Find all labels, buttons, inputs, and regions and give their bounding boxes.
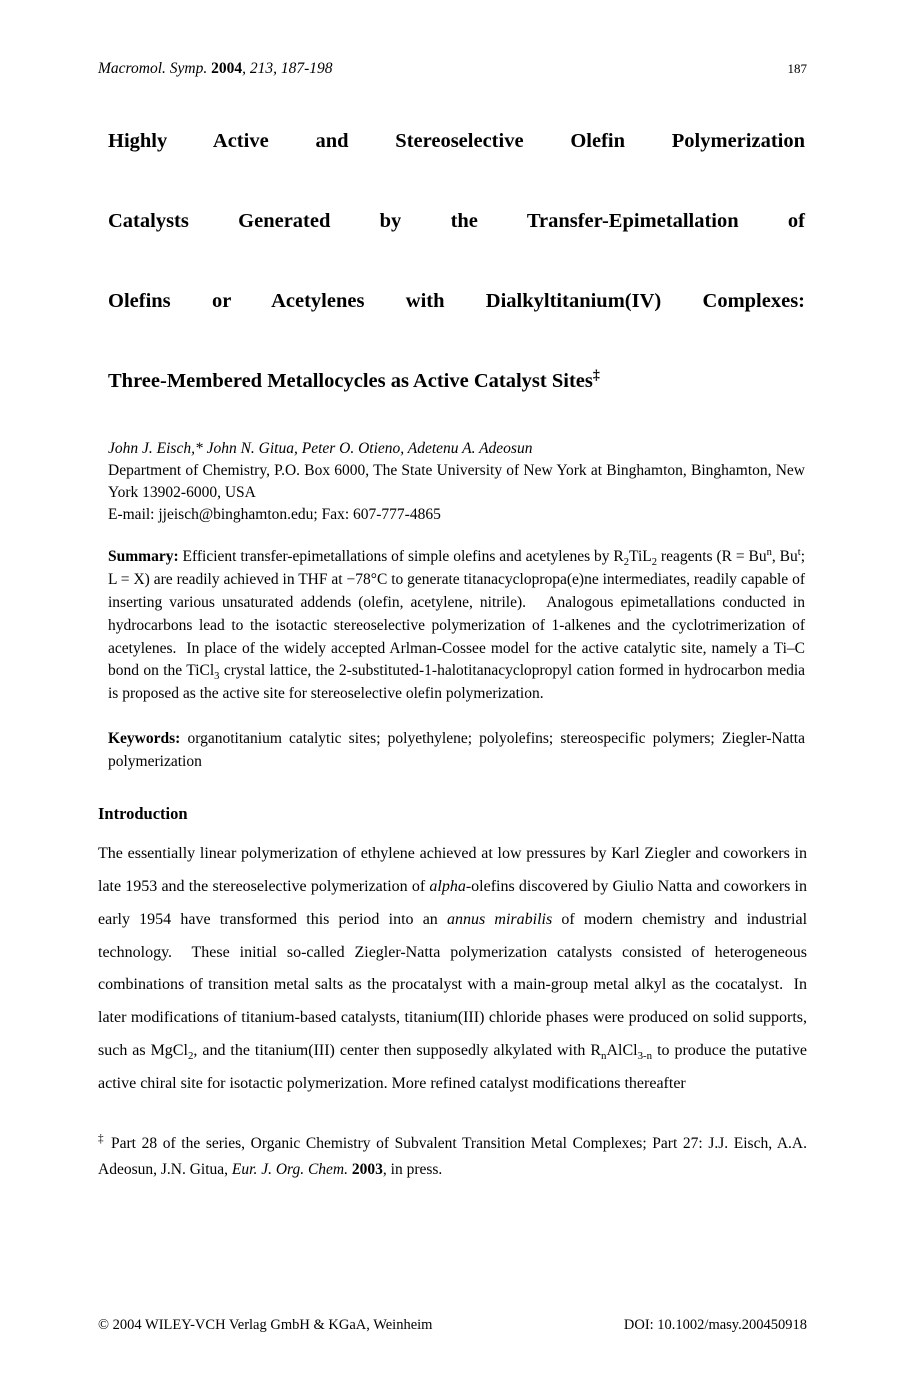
footnote-text-part2: , in press. bbox=[382, 1161, 443, 1179]
affiliation-email: E-mail: jjeisch@binghamton.edu; Fax: 607-777-4865 bbox=[108, 505, 441, 523]
affiliation-address: Department of Chemistry, P.O. Box 6000, The State University of New York at Binghamton, Binghamton, New York 13902-6000, USA bbox=[108, 461, 805, 501]
footnote-marker: ‡ bbox=[98, 1132, 106, 1145]
copyright-notice: © 2004 WILEY-VCH Verlag GmbH & KGaA, Weinheim bbox=[98, 1317, 433, 1333]
footnote-journal: Eur. J. Org. Chem. bbox=[231, 1161, 349, 1179]
keywords-label: Keywords: bbox=[108, 730, 181, 748]
title-line-1: Highly Active and Stereoselective Olefin Polymerization bbox=[108, 130, 805, 152]
title-line-2: Catalysts Generated by the Transfer-Epimetallation of bbox=[108, 209, 805, 232]
introduction-paragraph: The essentially linear polymerization of ethylene achieved at low pressures by Karl Ziegler and coworkers in late 1953 and the stereoselective polymerization of alpha-olefins discovered by Giulio Natta and coworkers in early 1954 have transformed this period into an annus mirabilis of modern chemistry and industrial technology. These initial so-called Ziegler-Natta polymerization catalysts consisted of heterogeneous combinations of transition metal salts as the procatalyst with a main-group metal alkyl as the cocatalyst. In later modifications of titanium-based catalysts, titanium(III) chloride phases were produced on solid supports, such as MgCl$_2$, and the titanium(III) center then supposedly alkylated with $R_nAlCl_{3-n}$ to produce the putative active chiral site for isotactic polymerization. More refined catalyst modifications thereafter bbox=[98, 845, 808, 1092]
doi-text: DOI: 10.1002/masy.200450918 bbox=[623, 1317, 807, 1333]
running-head-citation: Macromol. Symp. 2004, 213, 187-198 bbox=[98, 60, 333, 77]
page-number: 187 bbox=[787, 61, 807, 76]
footnote-year: 2003 bbox=[351, 1161, 383, 1179]
page-title bbox=[98, 122, 807, 402]
journal-volume: 213 bbox=[249, 60, 274, 77]
journal-name: Macromol. Symp. bbox=[98, 60, 208, 77]
affiliation bbox=[98, 460, 807, 526]
author-list: John J. Eisch,* John N. Gitua, Peter O. Otieno, Adetenu A. Adeosun bbox=[108, 439, 533, 457]
summary-block bbox=[98, 546, 807, 707]
journal-pages: 187-198 bbox=[280, 60, 333, 77]
title-line-3: Olefins or Acetylenes with Dialkyltitanium(IV) Complexes: bbox=[108, 289, 805, 312]
running-head bbox=[98, 60, 807, 78]
footnote bbox=[98, 1131, 807, 1184]
journal-year: 2004 bbox=[211, 60, 243, 77]
keywords-text: organotitanium catalytic sites; polyethylene; polyolefins; stereospecific polymers; Ziegler-Natta polymerization bbox=[108, 730, 805, 771]
title-line-4 bbox=[108, 362, 805, 402]
title-footnote-marker: ‡ bbox=[592, 367, 600, 383]
footnote-text-part1: Part 28 of the series, Organic Chemistry of Subvalent Transition Metal Complexes; Part 27: J.J. Eisch, A.A. Adeosun, J.N. Gitua, bbox=[98, 1134, 807, 1179]
summary-label: Summary: bbox=[108, 547, 179, 565]
title-line-4-text: Three-Membered Metallocycles as Active Catalyst Sites bbox=[108, 369, 593, 392]
section-heading-introduction: Introduction bbox=[98, 804, 188, 824]
keywords-block bbox=[98, 728, 807, 774]
page-footer bbox=[98, 1317, 807, 1334]
footnote-block bbox=[98, 1131, 807, 1184]
summary-text: Efficient transfer-epimetallations of simple olefins and acetylenes by $R_2TiL_2$ reagents ($R = Bu^n$, Bu$^t$; L = X) are readily achieved in THF at −78°C to generate titanacyclopropa(e)ne intermediates, readily capable of inserting various unsaturated addends (olefin, acetylene, nitrile). Analogous epimetallations conducted in hydrocarbons lead to the isotactic stereoselective polymerization of 1-alkenes and the cyclotrimerization of acetylenes. In place of the widely accepted Arlman-Cossee model for the active catalytic site, namely a Ti–C bond on the TiCl$_3$ crystal lattice, the 2-substituted-1-halotitanacyclopropyl cation formed in hydrocarbon media is proposed as the active site for stereoselective olefin polymerization. bbox=[108, 546, 806, 703]
